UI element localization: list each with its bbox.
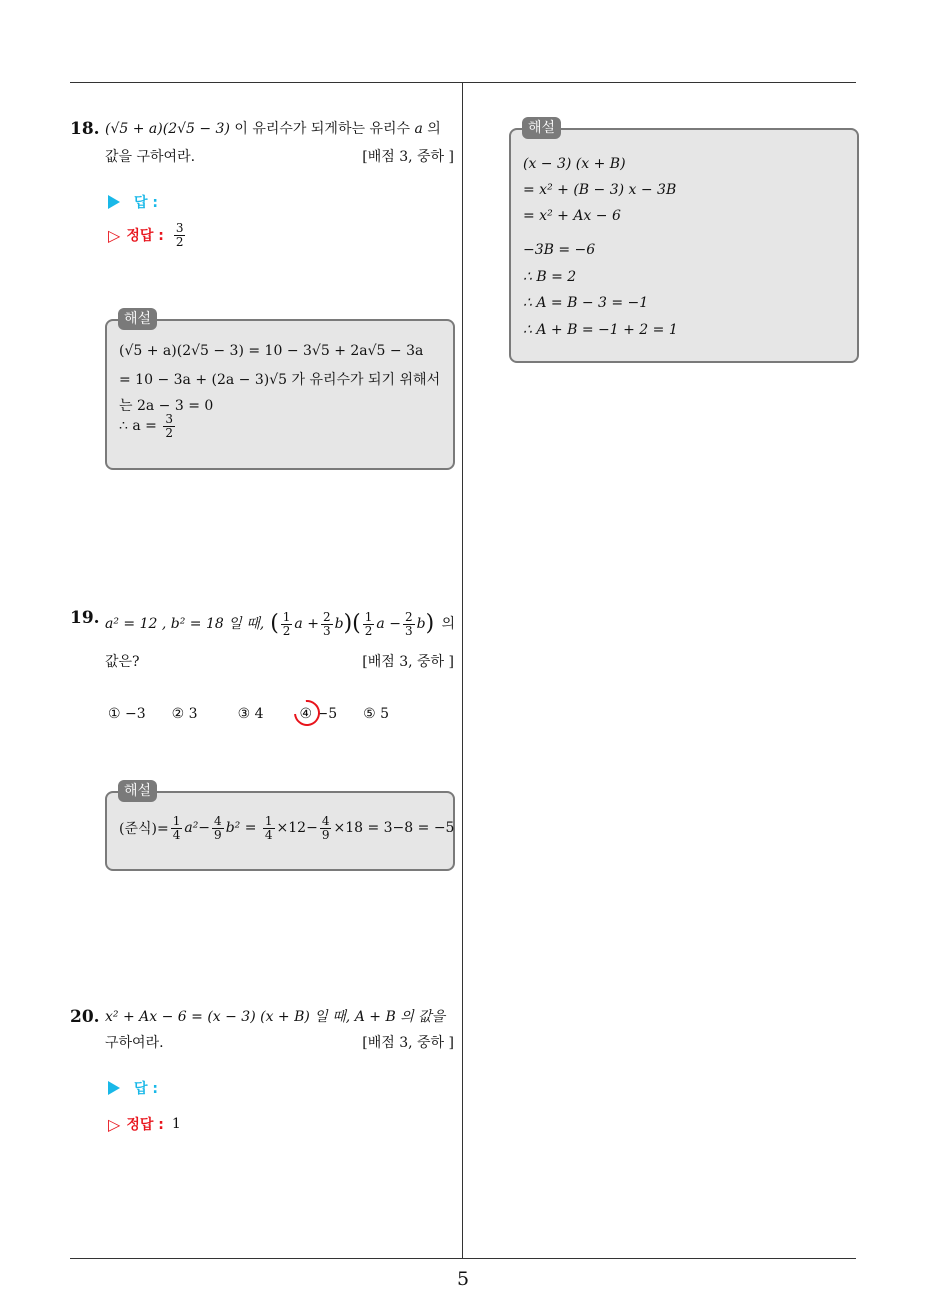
solution-line: = x² + (B − 3) x − 3B <box>523 182 677 198</box>
solution-line: ∴ a = $\frac{3}{2}$ <box>119 412 173 440</box>
solution-line: (x − 3) (x + B) <box>523 156 626 172</box>
question-18 <box>70 114 456 165</box>
points-label: [배점 3, 중하 ] <box>362 149 454 165</box>
solution-line: (√5 + a)(2√5 − 3) = 10 − 3√5 + 2a√5 − 3a <box>119 343 424 359</box>
correct-answer-row <box>108 222 187 248</box>
outline-triangle-icon: ▷ <box>108 225 121 245</box>
question-text-line2: 값을 구하여라. <box>105 149 196 165</box>
choice-4[interactable]: ④ −5 <box>299 706 337 722</box>
answer-row <box>108 1078 158 1098</box>
bottom-rule <box>70 1258 856 1259</box>
answer-row <box>108 192 158 212</box>
solution-tag: 해설 <box>522 117 561 139</box>
question-20 <box>70 1002 456 1051</box>
outline-triangle-icon: ▷ <box>108 1114 121 1134</box>
column-divider <box>462 83 463 1258</box>
solution-line: = x² + Ax − 6 <box>523 208 621 224</box>
choice-2[interactable]: ② 3 <box>171 706 198 722</box>
points-label: [배점 3, 중하 ] <box>362 654 454 670</box>
question-text-line1: a² = 12 , b² = 18 일 때, ( $\frac{1}{2}$ a + $\frac{2}{3}$ b ) ( $\frac{1}{2}$ a − $\frac{2}{3}$ b ) 의 <box>105 609 455 638</box>
correct-answer-label: 정답 : <box>126 228 164 245</box>
solution-line: (준식)= $\frac{1}{4}$ a²− $\frac{4}{9}$ b² = $\frac{1}{4}$ ×12− $\frac{4}{9}$ ×18 = 3−8 = −5 <box>119 814 455 842</box>
solution-box <box>105 791 455 871</box>
solution-line: = 10 − 3a + (2a − 3)√5 가 유리수가 되기 위해서 <box>119 372 441 388</box>
solution-line: ∴ A = B − 3 = −1 <box>523 295 649 311</box>
solution-box <box>105 319 455 470</box>
play-triangle-icon <box>108 195 120 209</box>
question-number: 20. <box>70 1007 100 1027</box>
solution-tag: 해설 <box>118 780 157 802</box>
correct-answer-value: 1 <box>171 1116 181 1132</box>
correct-answer-value: $\frac{3}{2}$ <box>175 221 184 249</box>
points-label: [배점 3, 중하 ] <box>362 1035 454 1051</box>
question-text-line1: (√5 + a)(2√5 − 3) 이 유리수가 되게하는 유리수 a 의 <box>105 121 441 137</box>
play-triangle-icon <box>108 1081 120 1095</box>
answer-label: 답 : <box>134 1081 158 1097</box>
page-number: 5 <box>456 1268 470 1290</box>
answer-label: 답 : <box>134 195 158 211</box>
selected-circle-icon <box>289 695 326 732</box>
solution-line: ∴ A + B = −1 + 2 = 1 <box>523 322 678 338</box>
question-text-line2: 값은? <box>105 654 140 670</box>
question-number: 18. <box>70 119 100 139</box>
question-19 <box>70 603 456 673</box>
question-text-line1: x² + Ax − 6 = (x − 3) (x + B) 일 때, A + B 의 값을 <box>105 1009 446 1025</box>
answer-choices <box>108 706 415 722</box>
top-rule <box>70 82 856 83</box>
choice-1[interactable]: ① −3 <box>108 706 146 722</box>
solution-line: −3B = −6 <box>523 242 596 258</box>
solution-line: 는 2a − 3 = 0 <box>119 398 214 414</box>
choice-3[interactable]: ③ 4 <box>237 706 264 722</box>
question-number: 19. <box>70 608 100 628</box>
solution-box <box>509 128 859 363</box>
choice-5[interactable]: ⑤ 5 <box>363 706 390 722</box>
correct-answer-row <box>108 1114 181 1134</box>
solution-tag: 해설 <box>118 308 157 330</box>
question-text-line2: 구하여라. <box>105 1035 164 1051</box>
correct-answer-label: 정답 : <box>126 1117 164 1133</box>
solution-line: ∴ B = 2 <box>523 269 577 285</box>
